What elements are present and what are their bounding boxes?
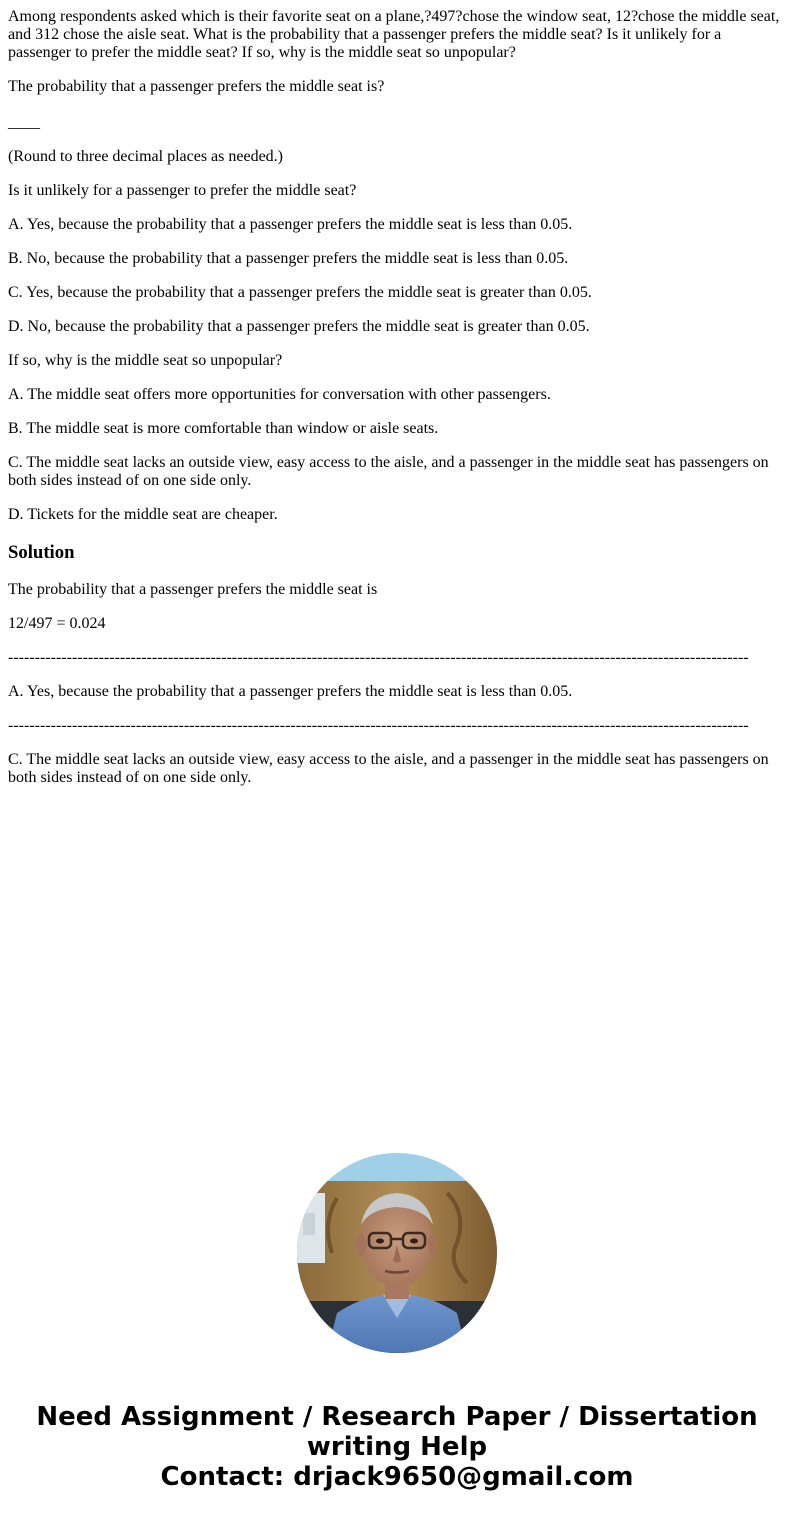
separator-line: ------------------------------------------------------------------------------------------------------------------------------------------- (8, 717, 749, 734)
promo-line-1: Need Assignment / Research Paper / Dissertation (36, 1402, 758, 1432)
why-option-d: D. Tickets for the middle seat are cheaper. (8, 506, 278, 523)
probability-prompt: The probability that a passenger prefers the middle seat is? (8, 78, 385, 95)
why-option-b: B. The middle seat is more comfortable than window or aisle seats. (8, 420, 439, 437)
unlikely-prompt: Is it unlikely for a passenger to prefer the middle seat? (8, 182, 357, 199)
promo-line-2: writing Help (306, 1432, 488, 1462)
promo-banner (0, 1402, 794, 1492)
solution-line: The probability that a passenger prefers the middle seat is (8, 581, 378, 598)
solution-calculation: 12/497 = 0.024 (8, 615, 106, 632)
why-option-c: C. The middle seat lacks an outside view, easy access to the aisle, and a passenger in the middle seat has passengers on both sides instead of on one side only. (8, 454, 769, 489)
round-note: (Round to three decimal places as needed.) (8, 148, 283, 165)
question-intro: Among respondents asked which is their favorite seat on a plane,?497?chose the window seat, 12?chose the middle seat, and 312 chose the aisle seat. What is the probability that a passenger prefers the middle seat? Is it unlikely for a passenger to prefer the middle seat? If so, why is the middle seat so unpopular? (8, 8, 780, 61)
unlikely-option-a: A. Yes, because the probability that a passenger prefers the middle seat is less than 0.05. (8, 216, 573, 233)
tutor-avatar (297, 1153, 497, 1353)
unlikely-option-d: D. No, because the probability that a passenger prefers the middle seat is greater than 0.05. (8, 318, 590, 335)
promo-contact: Contact: drjack9650@gmail.com (160, 1462, 634, 1492)
answer-blank: ____ (8, 114, 40, 131)
tutor-portrait-image (297, 1153, 497, 1353)
unlikely-option-b: B. No, because the probability that a passenger prefers the middle seat is less than 0.05. (8, 250, 569, 267)
separator-line: ------------------------------------------------------------------------------------------------------------------------------------------- (8, 649, 749, 666)
solution-answer-2: C. The middle seat lacks an outside view, easy access to the aisle, and a passenger in the middle seat has passengers on both sides instead of on one side only. (8, 751, 769, 786)
unlikely-option-c: C. Yes, because the probability that a passenger prefers the middle seat is greater than 0.05. (8, 284, 592, 301)
document-body (8, 8, 786, 803)
why-prompt: If so, why is the middle seat so unpopular? (8, 352, 283, 369)
why-option-a: A. The middle seat offers more opportunities for conversation with other passengers. (8, 386, 551, 403)
solution-heading: Solution (8, 542, 75, 563)
solution-answer-1: A. Yes, because the probability that a passenger prefers the middle seat is less than 0.05. (8, 683, 573, 700)
